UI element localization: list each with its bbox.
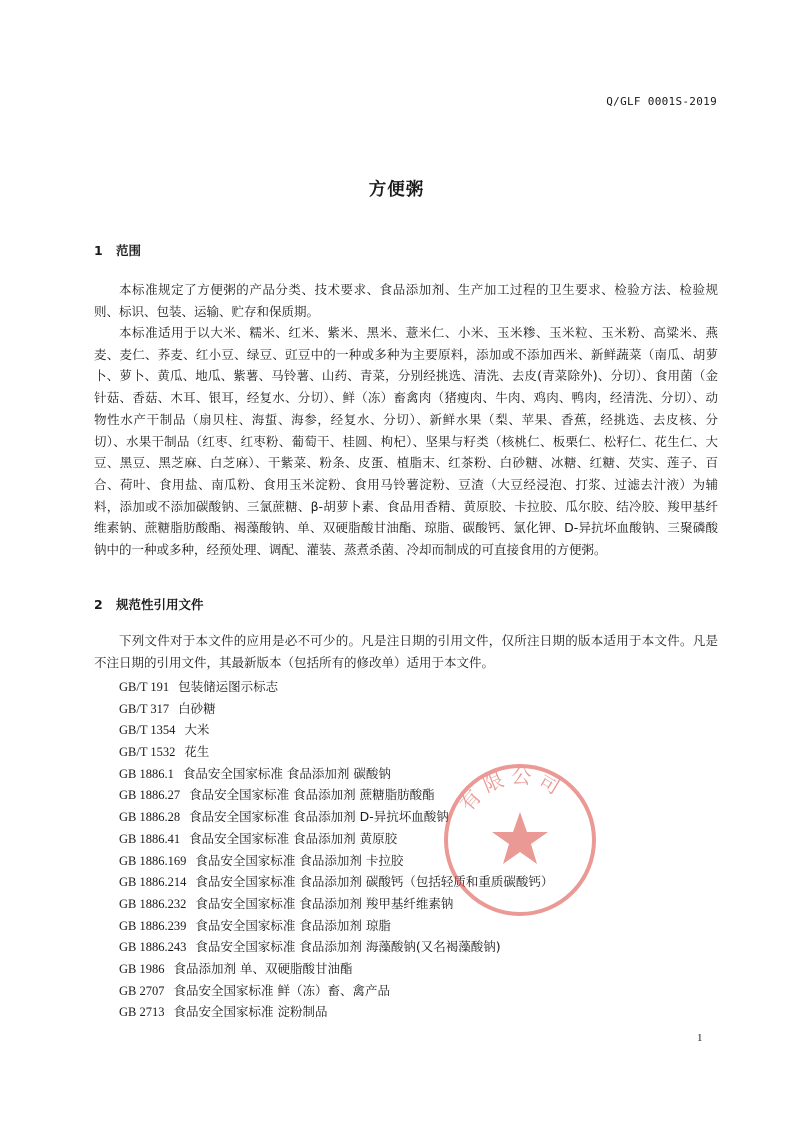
reference-item	[119, 828, 553, 850]
reference-title: 食品安全国家标准 食品添加剂 羧甲基纤维素钠	[195, 895, 454, 911]
reference-item	[119, 936, 553, 958]
reference-code: GB 1886.214	[119, 875, 187, 890]
reference-code: GB 1886.1	[119, 766, 174, 781]
references-intro-paragraph: 下列文件对于本文件的应用是必不可少的。凡是注日期的引用文件，仅所注日期的版本适用于本文件。凡是不注日期的引用文件，其最新版本（包括所有的修改单）适用于本文件。	[94, 633, 718, 670]
reference-item	[119, 893, 553, 915]
reference-title: 食品安全国家标准 食品添加剂 蔗糖脂肪酸酯	[189, 787, 435, 803]
reference-code: GB 1886.243	[119, 940, 187, 955]
reference-code: GB 1886.41	[119, 831, 181, 846]
section-1-title: 范围	[116, 243, 142, 258]
section-2-number: 2	[94, 597, 103, 612]
reference-code: GB 1886.27	[119, 788, 181, 803]
reference-item	[119, 915, 553, 937]
reference-item	[119, 980, 553, 1002]
reference-item	[119, 741, 553, 763]
reference-code: GB/T 1532	[119, 745, 176, 760]
reference-title: 花生	[184, 744, 210, 760]
reference-code: GB 1886.28	[119, 810, 181, 825]
reference-title: 食品安全国家标准 食品添加剂 碳酸钠	[182, 765, 391, 781]
document-code: Q/GLF 0001S-2019	[606, 95, 717, 108]
reference-code: GB/T 191	[119, 680, 170, 694]
reference-item	[119, 763, 553, 785]
scope-paragraph-1: 本标准规定了方便粥的产品分类、技术要求、食品添加剂、生产加工过程的卫生要求、检验方法、检验规则、标识、包装、运输、贮存和保质期。	[94, 282, 718, 319]
reference-title: 食品安全国家标准 食品添加剂 D-异抗坏血酸钠	[189, 809, 449, 825]
reference-list	[119, 676, 553, 1023]
reference-title: 白砂糖	[178, 700, 216, 716]
reference-title: 食品安全国家标准 食品添加剂 海藻酸钠(又名褐藻酸钠)	[195, 939, 501, 955]
reference-code: GB 2713	[119, 1005, 165, 1020]
reference-item	[119, 719, 553, 741]
reference-code: GB 1886.232	[119, 896, 187, 911]
reference-item	[119, 698, 553, 720]
reference-item	[119, 676, 553, 698]
seal-text-path: 有限公司	[454, 763, 570, 816]
reference-code: GB 2707	[119, 983, 165, 998]
reference-title: 食品安全国家标准 淀粉制品	[173, 1004, 328, 1020]
section-1-heading	[94, 241, 141, 259]
reference-title: 食品安全国家标准 鲜（冻）畜、禽产品	[173, 982, 390, 998]
reference-code: GB/T 1354	[119, 723, 176, 738]
page-number: 1	[697, 1032, 703, 1044]
reference-item	[119, 806, 553, 828]
reference-code: GB 1886.239	[119, 918, 187, 933]
section-2-heading	[94, 595, 204, 613]
reference-item	[119, 850, 553, 872]
section-2-title: 规范性引用文件	[116, 597, 204, 612]
reference-title: 食品安全国家标准 食品添加剂 碳酸钙（包括轻质和重质碳酸钙）	[195, 874, 554, 890]
reference-title: 食品添加剂 单、双硬脂酸甘油酯	[173, 960, 353, 976]
reference-code: GB/T 317	[119, 701, 170, 716]
reference-item	[119, 958, 553, 980]
reference-title: 包装储运图示标志	[178, 679, 279, 694]
section-1-number: 1	[94, 243, 103, 258]
reference-code: GB 1986	[119, 961, 165, 976]
reference-title: 食品安全国家标准 食品添加剂 黄原胶	[189, 830, 398, 846]
reference-title: 食品安全国家标准 食品添加剂 卡拉胶	[195, 852, 404, 868]
reference-title: 食品安全国家标准 食品添加剂 琼脂	[195, 917, 391, 933]
reference-item	[119, 1001, 553, 1023]
reference-title: 大米	[184, 722, 210, 738]
reference-item	[119, 871, 553, 893]
document-title: 方便粥	[368, 180, 425, 200]
scope-paragraph-2: 本标准适用于以大米、糯米、红米、紫米、黑米、薏米仁、小米、玉米糁、玉米粒、玉米粉、高粱米、燕麦、麦仁、荞麦、红小豆、绿豆、豇豆中的一种或多种为主要原料，添加或不添加西米、新鲜蔬菜（南瓜、胡萝卜、萝卜、黄瓜、地瓜、紫薯、马铃薯、山药、青菜，分别经挑选、清洗、去皮(青菜除外)、分切）、食用菌（金针菇、香菇、木耳、银耳，经复水、分切）、鲜（冻）畜禽肉（猪瘦肉、牛肉、鸡肉、鸭肉，经清洗、分切）、动物性水产干制品（扇贝柱、海蜇、海参，经复水、分切）、新鲜水果（梨、苹果、香蕉，经挑选、去皮核、分切）、水果干制品（红枣、红枣粉、葡萄干、桂圆、枸杞）、坚果与籽类（核桃仁、板栗仁、松籽仁、花生仁、大豆、黑豆、黑芝麻、白芝麻）、干紫菜、粉条、皮蛋、植脂末、红茶粉、白砂糖、冰糖、红糖、芡实、莲子、百合、荷叶、食用盐、南瓜粉、食用玉米淀粉、食用马铃薯淀粉、豆渣（大豆经浸泡、打浆、过滤去汁液）为辅料，添加或不添加碳酸钠、三氯蔗糖、β-胡萝卜素、食品用香精、黄原胶、卡拉胶、瓜尔胶、结冷胶、羧甲基纤维素钠、蔗糖脂肪酸酯、褐藻酸钠、单、双硬脂酸甘油酯、琼脂、碳酸钙、氯化钾、D-异抗坏血酸钠、三聚磷酸钠中的一种或多种，经预处理、调配、灌装、蒸煮杀菌、冷却而制成的可直接食用的方便粥。	[94, 325, 718, 558]
reference-code: GB 1886.169	[119, 853, 187, 868]
reference-item	[119, 784, 553, 806]
